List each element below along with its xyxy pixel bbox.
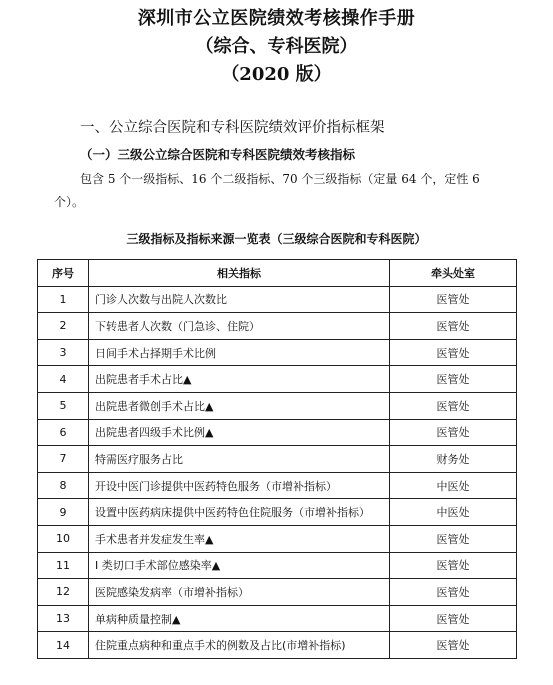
cell-indicator: 单病种质量控制▲ [89, 605, 390, 632]
cell-seq: 2 [38, 313, 89, 340]
cell-seq: 13 [38, 605, 89, 632]
cell-dept: 医管处 [390, 366, 517, 393]
table-row [38, 313, 517, 340]
document-title: 深圳市公立医院绩效考核操作手册 [137, 8, 416, 29]
cell-dept: 医管处 [390, 552, 517, 579]
cell-seq: 6 [38, 419, 89, 446]
table-row [38, 419, 517, 446]
cell-indicator: 医院感染发病率（市增补指标） [89, 579, 390, 606]
table-row [38, 472, 517, 499]
cell-seq: 12 [38, 579, 89, 606]
cell-dept: 医管处 [390, 339, 517, 366]
cell-dept: 医管处 [390, 392, 517, 419]
cell-indicator: 门诊人次数与出院人次数比 [89, 286, 390, 313]
cell-indicator: 特需医疗服务占比 [89, 446, 390, 473]
header-dept: 牵头处室 [390, 260, 517, 287]
table-row [38, 605, 517, 632]
cell-indicator: 下转患者人次数（门急诊、住院） [89, 313, 390, 340]
cell-seq: 7 [38, 446, 89, 473]
table-row [38, 579, 517, 606]
table-row [38, 552, 517, 579]
document-version: （2020 版） [221, 64, 332, 85]
table-row [38, 392, 517, 419]
cell-seq: 5 [38, 392, 89, 419]
header-indicator: 相关指标 [89, 260, 390, 287]
cell-dept: 中医处 [390, 499, 517, 526]
cell-indicator: 住院重点病种和重点手术的例数及占比(市增补指标) [89, 632, 390, 659]
table-caption: 三级指标及指标来源一览表（三级综合医院和专科医院） [126, 232, 427, 246]
cell-indicator: 出院患者微创手术占比▲ [89, 392, 390, 419]
table-row [38, 525, 517, 552]
body-paragraph: 包含 5 个一级指标、16 个二级指标、70 个三级指标（定量 64 个，定性 6 个）。 [54, 172, 480, 209]
cell-dept: 医管处 [390, 579, 517, 606]
cell-indicator: 设置中医药病床提供中医药特色住院服务（市增补指标） [89, 499, 390, 526]
cell-seq: 14 [38, 632, 89, 659]
section-heading-2: （一）三级公立综合医院和专科医院绩效考核指标 [80, 147, 356, 162]
cell-dept: 医管处 [390, 419, 517, 446]
table-row [38, 366, 517, 393]
cell-indicator: I 类切口手术部位感染率▲ [89, 552, 390, 579]
cell-seq: 8 [38, 472, 89, 499]
cell-seq: 3 [38, 339, 89, 366]
cell-dept: 财务处 [390, 446, 517, 473]
cell-seq: 9 [38, 499, 89, 526]
table-row [38, 446, 517, 473]
cell-dept: 医管处 [390, 286, 517, 313]
table-row [38, 632, 517, 659]
cell-indicator: 日间手术占择期手术比例 [89, 339, 390, 366]
cell-indicator: 出院患者四级手术比例▲ [89, 419, 390, 446]
section-heading-1: 一、公立综合医院和专科医院绩效评价指标框架 [80, 120, 385, 136]
cell-seq: 10 [38, 525, 89, 552]
table-row [38, 286, 517, 313]
cell-dept: 医管处 [390, 605, 517, 632]
table-row [38, 339, 517, 366]
header-seq: 序号 [38, 260, 89, 287]
table-header-row [38, 260, 517, 287]
cell-dept: 医管处 [390, 632, 517, 659]
cell-dept: 医管处 [390, 525, 517, 552]
cell-seq: 4 [38, 366, 89, 393]
table-row [38, 499, 517, 526]
document-subtitle: （综合、专科医院） [195, 36, 358, 57]
cell-dept: 中医处 [390, 472, 517, 499]
cell-indicator: 出院患者手术占比▲ [89, 366, 390, 393]
cell-seq: 11 [38, 552, 89, 579]
cell-dept: 医管处 [390, 313, 517, 340]
cell-indicator: 手术患者并发症发生率▲ [89, 525, 390, 552]
cell-indicator: 开设中医门诊提供中医药特色服务（市增补指标） [89, 472, 390, 499]
cell-seq: 1 [38, 286, 89, 313]
indicator-table [37, 259, 517, 659]
